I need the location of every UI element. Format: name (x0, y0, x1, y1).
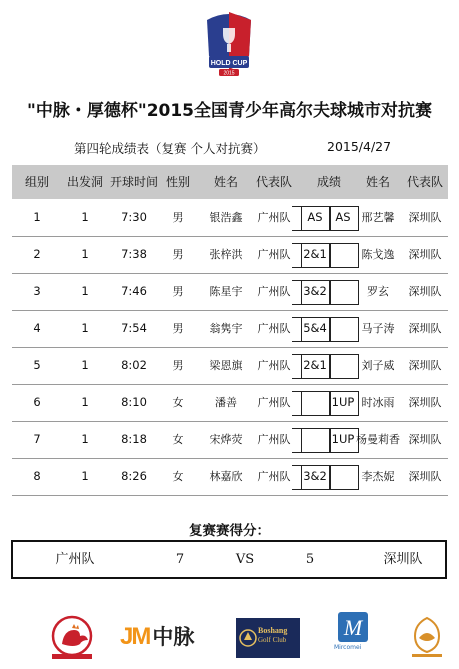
badge-year: 2015 (223, 70, 235, 77)
cell-name-b: 杨曼莉香 (356, 433, 400, 446)
cell-score-a: AS (307, 210, 323, 224)
cell-time: 8:26 (121, 469, 147, 483)
cell-team-a: 广州队 (257, 433, 291, 446)
badge-text: HOLD CUP (210, 60, 248, 67)
jm-mark: JM (120, 623, 150, 650)
cell-gender: 女 (172, 470, 184, 483)
svg-text:M: M (343, 615, 363, 640)
cell-name-b: 时冰雨 (361, 396, 395, 409)
cell-gender: 女 (172, 433, 184, 446)
summary-title: 复赛赛得分： (189, 523, 270, 539)
cell-team-b: 深圳队 (408, 396, 442, 409)
cell-score-a: 2&1 (303, 358, 327, 372)
table-row (12, 458, 448, 496)
cell-team-b: 深圳队 (408, 285, 442, 298)
cell-team-a: 广州队 (257, 396, 291, 409)
score-box-a (301, 391, 331, 416)
cell-name-a: 银浩鑫 (209, 211, 243, 224)
cell-name-a: 宋烨荧 (209, 433, 243, 446)
cell-hole: 1 (81, 210, 89, 224)
col-team-a: 代表队 (255, 175, 293, 189)
boshang-line1: Boshang (258, 626, 288, 635)
cell-group: 5 (33, 358, 41, 372)
lake-country-club-logo (404, 614, 450, 664)
col-group: 组别 (24, 175, 50, 189)
score-box-b (329, 317, 359, 342)
table-row (12, 347, 448, 385)
cell-name-b: 马子涛 (361, 322, 395, 335)
summary-scorebox (11, 540, 447, 579)
cell-group: 7 (33, 432, 41, 446)
cell-hole: 1 (81, 358, 89, 372)
summary-vs: VS (235, 552, 255, 567)
col-name-a: 姓名 (213, 175, 239, 189)
cell-gender: 男 (172, 359, 184, 372)
cell-score-a: 3&2 (303, 284, 327, 298)
cell-time: 7:54 (121, 321, 147, 335)
cell-group: 6 (33, 395, 41, 409)
cell-score-b: 1UP (331, 432, 355, 446)
table-header (12, 165, 448, 199)
cell-score-b: AS (335, 210, 351, 224)
cell-time: 7:38 (121, 247, 147, 261)
summary-score-a: 7 (175, 552, 185, 567)
boshang-line2: Golf Club (258, 636, 287, 644)
cell-score-a: 2&1 (303, 247, 327, 261)
cell-team-b: 深圳队 (408, 211, 442, 224)
cell-team-a: 广州队 (257, 322, 291, 335)
table-row (12, 384, 448, 422)
cell-group: 8 (33, 469, 41, 483)
cell-group: 1 (33, 210, 41, 224)
col-team-b: 代表队 (406, 175, 444, 189)
page-title: "中脉・厚德杯"2015全国青少年高尔夫球城市对抗赛 (26, 101, 433, 121)
score-box-b (329, 465, 359, 490)
col-gender: 性别 (165, 175, 191, 189)
score-box-b (329, 280, 359, 305)
hold-cup-logo (199, 6, 259, 86)
cell-name-a: 潘善 (215, 396, 237, 409)
cell-hole: 1 (81, 469, 89, 483)
cell-gender: 男 (172, 322, 184, 335)
cell-team-b: 深圳队 (408, 248, 442, 261)
cell-hole: 1 (81, 284, 89, 298)
rooster-logo (40, 614, 104, 666)
cell-team-a: 广州队 (257, 359, 291, 372)
cell-team-a: 广州队 (257, 285, 291, 298)
cell-name-a: 林嘉欣 (209, 470, 243, 483)
score-box-b (329, 243, 359, 268)
cell-team-b: 深圳队 (408, 470, 442, 483)
cell-team-a: 广州队 (257, 248, 291, 261)
cell-team-a: 广州队 (257, 470, 291, 483)
jm-logo (120, 622, 194, 652)
table-row (12, 236, 448, 274)
cell-gender: 男 (172, 211, 184, 224)
cell-name-b: 李杰妮 (361, 470, 395, 483)
table-row (12, 421, 448, 459)
score-box-a (301, 428, 331, 453)
cell-gender: 男 (172, 248, 184, 261)
cell-hole: 1 (81, 395, 89, 409)
cell-name-a: 梁恩旗 (209, 359, 243, 372)
cell-score-a: 3&2 (303, 469, 327, 483)
cell-team-b: 深圳队 (408, 322, 442, 335)
cell-name-b: 陈戈逸 (361, 248, 395, 261)
col-name-b: 姓名 (365, 175, 391, 189)
col-start-hole: 出发洞 (66, 175, 104, 189)
boshang-logo (236, 618, 300, 658)
cell-hole: 1 (81, 432, 89, 446)
cell-name-b: 刘子威 (361, 359, 395, 372)
summary-score-b: 5 (305, 552, 315, 567)
cell-time: 7:30 (121, 210, 147, 224)
cell-name-a: 张梓洪 (209, 248, 243, 261)
table-row (12, 273, 448, 311)
cell-team-b: 深圳队 (408, 359, 442, 372)
col-tee-time: 开球时间 (109, 175, 159, 189)
cell-group: 3 (33, 284, 41, 298)
cell-team-b: 深圳队 (408, 433, 442, 446)
cell-name-a: 陈星宇 (209, 285, 243, 298)
cell-name-a: 翁隽宇 (209, 322, 243, 335)
table-row (12, 310, 448, 348)
cell-name-b: 罗玄 (367, 285, 389, 298)
jm-text: 中脉 (152, 625, 195, 649)
mircomei-icon (338, 612, 368, 642)
summary-team-b: 深圳队 (383, 552, 423, 567)
cell-name-b: 邢艺馨 (361, 211, 395, 224)
table-row (12, 199, 448, 237)
cell-time: 8:18 (121, 432, 147, 446)
cell-hole: 1 (81, 247, 89, 261)
mircomei-logo (334, 612, 374, 656)
cell-score-b: 1UP (331, 395, 355, 409)
cell-gender: 男 (172, 285, 184, 298)
date-label: 2015/4/27 (327, 139, 392, 154)
cell-time: 7:46 (121, 284, 147, 298)
cell-time: 8:02 (121, 358, 147, 372)
sponsor-strip (0, 612, 459, 662)
cell-time: 8:10 (121, 395, 147, 409)
table-subtitle: 第四轮成绩表（复赛 个人对抗赛） (74, 141, 266, 156)
score-box-b (329, 354, 359, 379)
cell-score-a: 5&4 (303, 321, 327, 335)
mircomei-text: Mircomei (334, 644, 362, 651)
summary-team-a: 广州队 (55, 552, 95, 567)
cell-team-a: 广州队 (257, 211, 291, 224)
cell-gender: 女 (172, 396, 184, 409)
col-score: 成绩 (316, 175, 342, 189)
cell-group: 2 (33, 247, 41, 261)
cell-group: 4 (33, 321, 41, 335)
cell-hole: 1 (81, 321, 89, 335)
